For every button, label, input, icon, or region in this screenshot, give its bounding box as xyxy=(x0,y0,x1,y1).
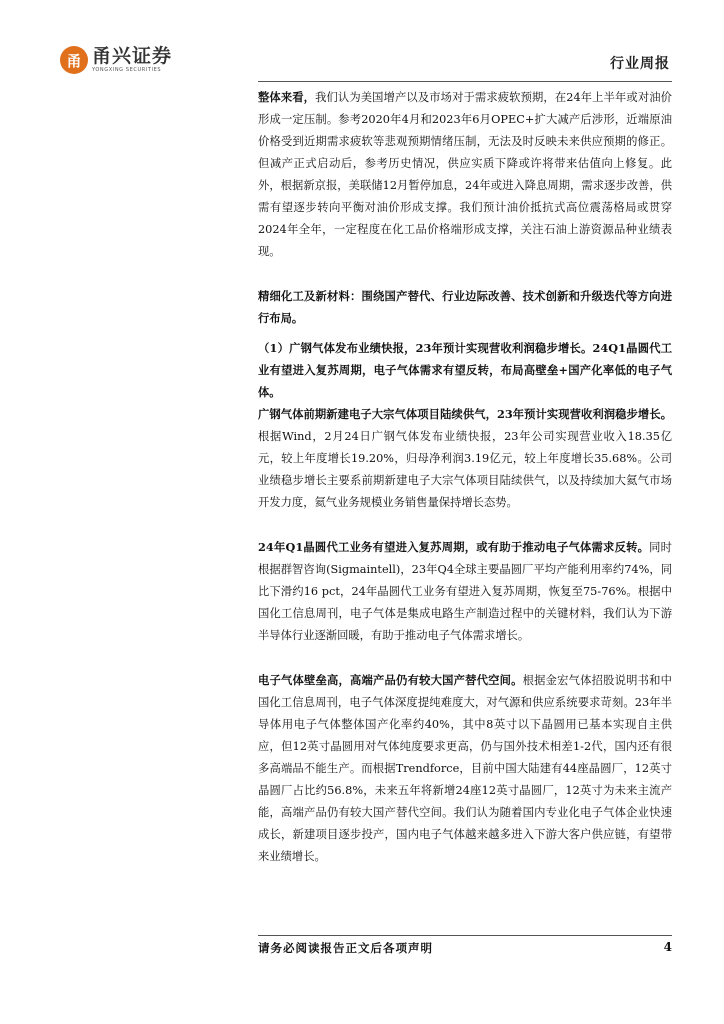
paragraph-text: 同时根据群智咨询(Sigmaintell)，23年Q4全球主要晶圆厂平均产能利用率约74%，同比下滑约16 pct，24年晶圆代工业务有望进入复苏周期，恢复至75-76%。根据中国化工信息周刊，电子气体是集成电路生产制造过程中的关键材料，我们认为下游半导体行业逐渐回暖，有助于推动电子气体需求增长。 xyxy=(258,541,672,642)
logo-chinese-name: 甬兴证券 xyxy=(92,45,173,67)
header-divider xyxy=(258,81,672,82)
paragraph-lead: 整体来看， xyxy=(258,90,316,104)
paragraph-wafer-recovery xyxy=(258,536,672,647)
paragraph-electronic-gas xyxy=(258,669,672,868)
paragraph-text: 根据金宏气体招股说明书和中国化工信息周刊，电子气体深度提纯难度大，对气源和供应系统要求苛刻。23年半导体用电子气体整体国产化率约40%，其中8英寸以下晶圆用已基本实现自主供应，但12英寸晶圆用对气体纯度要求更高，仍与国外技术相差1-2代，国内还有很多高端品不能生产。而根据Trendforce，目前中国大陆建有44座晶圆厂，12英寸晶圆厂占比约56.8%，未来五年将新增24座12英寸晶圆厂，12英寸为未来主流产能，高端产品仍有较大国产替代空间。我们认为随着国内专业化电子气体企业快速成长，新建项目逐步投产，国内电子气体越来越多进入下游大客户供应链，有望带来业绩增长。 xyxy=(258,674,672,863)
footer-divider xyxy=(258,935,672,936)
paragraph-text: 根据Wind，2月24日广钢气体发布业绩快报，23年公司实现营业收入18.35亿元，较上年度增长19.20%，归母净利润3.19亿元，较上年度增长35.68%。公司业绩稳步增长主要系前期新建电子大宗气体项目陆续供气，以及持续加大氦气市场开发力度，氦气业务规模业务销售量保持增长态势。 xyxy=(258,430,672,509)
paragraph-text: 我们认为美国增产以及市场对于需求疲软预期，在24年上半年或对油价形成一定压制。参考2020年4月和2023年6月OPEC+扩大减产后涉形，近端原油价格受到近期需求疲软等悲观预期情绪压制，无法及时反映未来供应预期的修正。但减产正式启动后，参考历史情况，供应实质下降或许将带来估值向上修复。此外，根据新京报，美联储12月暂停加息，24年或进入降息周期，需求逐步改善，供需有望逐步转向平衡对油价形成支撑。我们预计油价抵抗式高位震荡格局或贯穿2024年全年，一定程度在化工品价格端形成支撑，关注石油上游资源品种业绩表现。 xyxy=(258,91,672,258)
section-heading-fine-chemicals: 精细化工及新材料：围绕国产替代、行业边际改善、技术创新和升级迭代等方向进行布局。 xyxy=(258,289,672,325)
paragraph-lead: 电子气体壁垒高，高端产品仍有较大国产替代空间。 xyxy=(258,673,523,687)
paragraph-guanggang xyxy=(258,403,672,514)
footer-disclaimer: 请务必阅读报告正文后各项声明 xyxy=(258,941,433,955)
paragraph-overall xyxy=(258,86,672,263)
subsection-heading-guanggang: （1）广钢气体发布业绩快报，23年预计实现营收利润稳步增长。24Q1晶圆代工业有望进入复苏周期，电子气体需求有望反转，布局高壁垒+国产化率低的电子气体。 xyxy=(258,341,672,399)
page-number: 4 xyxy=(663,940,672,954)
paragraph-lead: 广钢气体前期新建电子大宗气体项目陆续供气，23年预计实现营收利润稳步增长。 xyxy=(258,407,672,421)
report-type-label: 行业周报 xyxy=(610,56,670,72)
company-logo xyxy=(60,46,172,74)
page-header xyxy=(60,46,672,78)
logo-mark-icon: 甬 xyxy=(60,46,88,74)
report-body xyxy=(258,86,672,868)
logo-english-name: YONGXING SECURITIES xyxy=(92,67,162,73)
paragraph-lead: 24年Q1晶圆代工业务有望进入复苏周期，或有助于推动电子气体需求反转。 xyxy=(258,540,650,554)
